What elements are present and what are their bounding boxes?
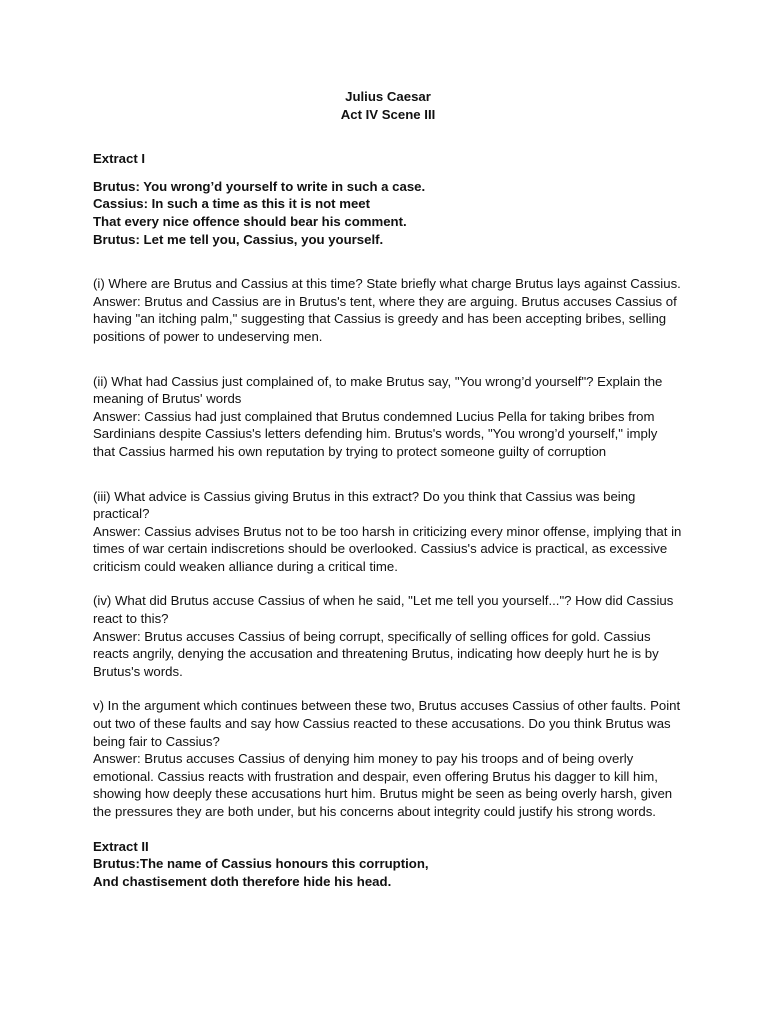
quote-line: Brutus:The name of Cassius honours this corruption,	[93, 856, 429, 872]
question-text: (iv) What did Brutus accuse Cassius of when he said, "Let me tell you yourself..."? How did Cassius react to this?	[93, 593, 674, 627]
quote-line: Brutus: Let me tell you, Cassius, you yourself.	[93, 231, 384, 247]
question-5	[93, 697, 683, 820]
quote-line: Cassius: In such a time as this it is not meet	[93, 196, 371, 212]
answer-text: Answer: Brutus accuses Cassius of denying him money to pay his troops and of being overly emotional. Cassius reacts with frustration and despair, even offering Brutus his dagger to kill him, showing how deeply these accusations hurt him. Brutus might be seen as being overly harsh, given the pressures they are both under, but his concerns about integrity could justify his strong words.	[93, 751, 673, 819]
question-2	[93, 373, 683, 461]
answer-text: Answer: Brutus accuses Cassius of being corrupt, specifically of selling offices for gold. Cassius reacts angrily, denying the accusation and threatening Brutus, indicating how deeply hurt he is by Brutus's words.	[93, 628, 659, 679]
quote-line: And chastisement doth therefore hide his head.	[93, 873, 392, 889]
extract-2-quote	[93, 855, 683, 890]
document-subtitle: Act IV Scene III	[340, 106, 436, 122]
extract-2-heading: Extract II	[93, 838, 149, 854]
question-text: (i) Where are Brutus and Cassius at this time? State briefly what charge Brutus lays against Cassius.	[93, 276, 681, 292]
answer-text: Answer: Cassius had just complained that Brutus condemned Lucius Pella for taking bribes from Sardinians despite Cassius's letters defending him. Brutus's words, "You wrong’d yourself," imply that Cassius harmed his own reputation by trying to protect someone guilty of corruption	[93, 408, 658, 459]
quote-line: That every nice offence should bear his comment.	[93, 213, 407, 229]
answer-text: Answer: Brutus and Cassius are in Brutus's tent, where they are arguing. Brutus accuses Cassius of having "an itching palm," suggesting that Cassius is greedy and has been accepting bribes, selling positions of power to undeserving men.	[93, 293, 677, 344]
question-4	[93, 592, 683, 680]
answer-text: Answer: Cassius advises Brutus not to be too harsh in criticizing every minor offense, implying that in times of war certain indiscretions should be overlooked. Cassius's advice is practical, as excessive criticism could weaken alliance during a critical time.	[93, 523, 682, 574]
title-block	[93, 88, 683, 123]
question-text: (ii) What had Cassius just complained of, to make Brutus say, "You wrong’d yourself"? Explain the meaning of Brutus' words	[93, 373, 663, 407]
question-text: (iii) What advice is Cassius giving Brutus in this extract? Do you think that Cassius was being practical?	[93, 488, 636, 522]
question-3	[93, 488, 683, 576]
document-content	[93, 88, 683, 890]
question-1	[93, 275, 683, 345]
document-title: Julius Caesar	[345, 89, 431, 104]
extract-1-quote	[93, 178, 683, 248]
quote-line: Brutus: You wrong’d yourself to write in such a case.	[93, 178, 426, 194]
extract-1-heading: Extract I	[93, 151, 146, 167]
question-text: v) In the argument which continues between these two, Brutus accuses Cassius of other faults. Point out two of these faults and say how Cassius reacted to these accusations. Do you think Brutus was being fair to Cassius?	[93, 698, 681, 749]
